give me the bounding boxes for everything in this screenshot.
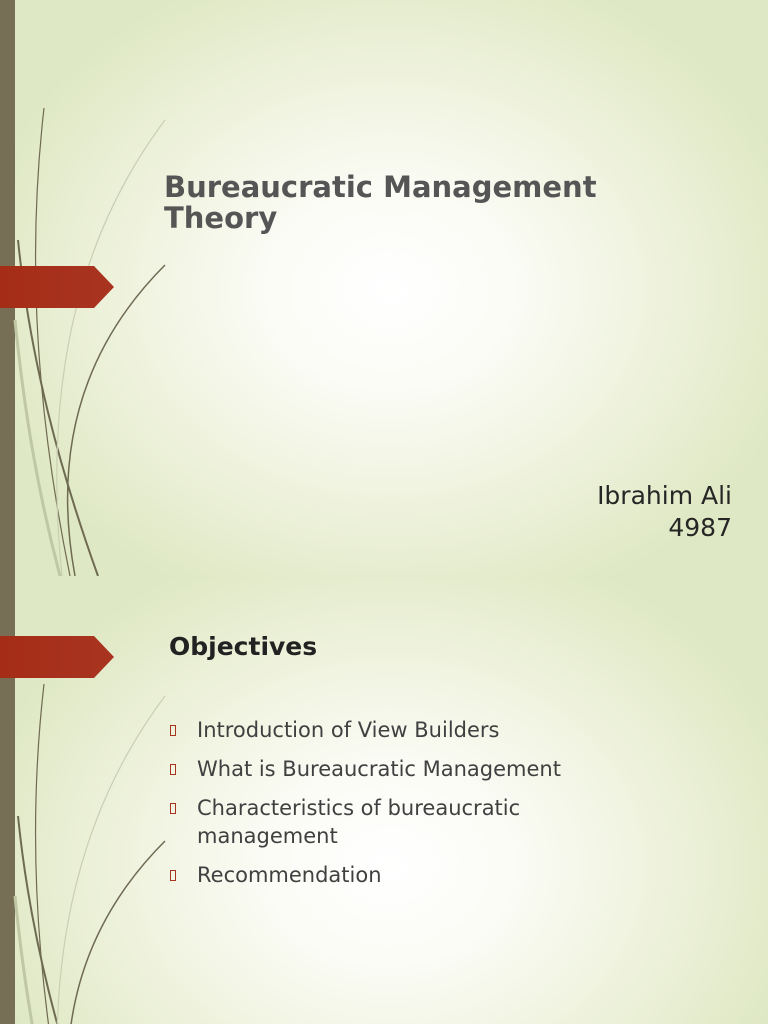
list-item [169,755,609,783]
objectives-list [169,716,609,900]
author-name: Ibrahim Ali [597,481,732,510]
accent-ribbon [0,266,114,308]
list-item-text: Recommendation [197,863,382,887]
bullet-icon [170,725,176,736]
author-id: 4987 [668,513,732,542]
slide-heading: Objectives [169,632,318,661]
list-item [169,716,609,744]
bullet-icon [170,764,176,775]
list-item [169,794,609,850]
presentation-title: Bureaucratic Management Theory [164,170,597,235]
list-item-text: What is Bureaucratic Management [197,757,561,781]
bullet-icon [170,870,176,881]
list-item-text: Characteristics of bureaucratic management [197,796,521,848]
accent-ribbon [0,636,114,678]
objectives-slide [0,576,768,1024]
bullet-icon [170,803,176,814]
list-item [169,861,609,889]
list-item-text: Introduction of View Builders [197,718,500,742]
author-block [597,480,732,544]
